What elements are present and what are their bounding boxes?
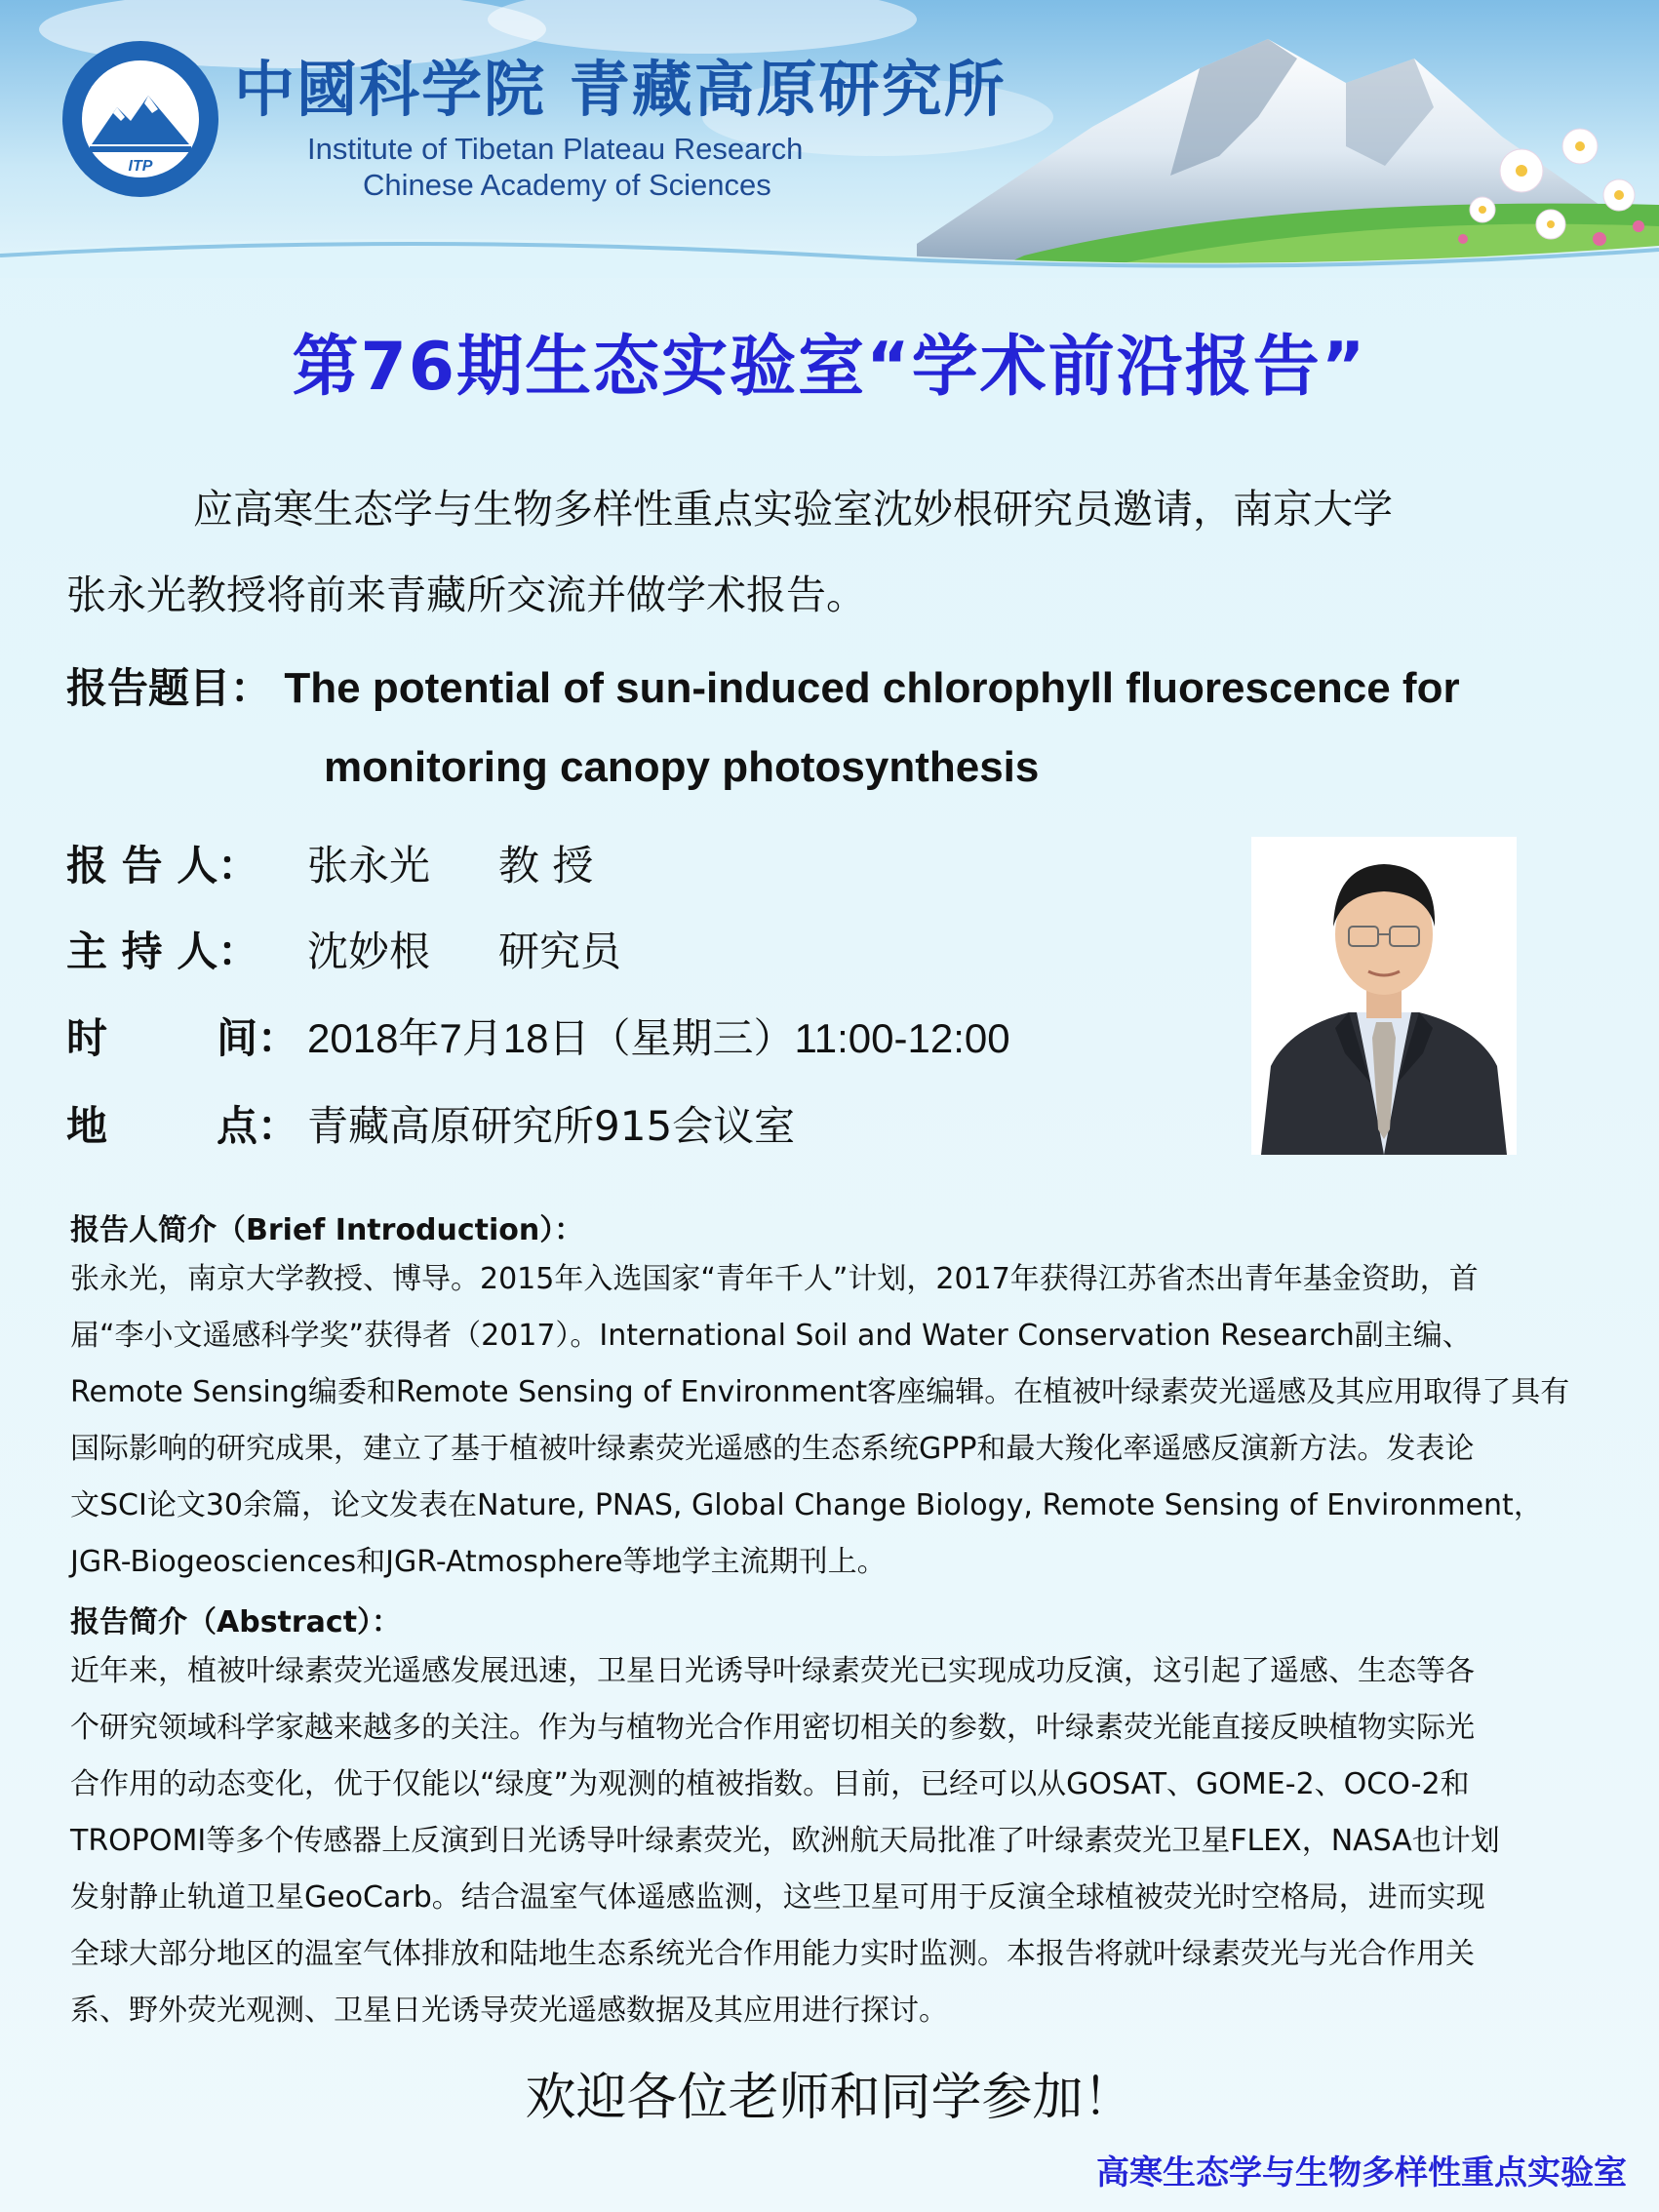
bio-line: 文SCI论文30余篇，论文发表在Nature, PNAS, Global Change Biology, Remote Sensing of Environment， bbox=[70, 1488, 1543, 1522]
host-name: 沈妙根 bbox=[307, 928, 431, 975]
speaker-name: 张永光 bbox=[307, 842, 431, 889]
bio-heading: 报告人简介（Brief Introduction）： bbox=[70, 1213, 584, 1247]
speaker-label: 报 告 人： bbox=[66, 842, 259, 889]
bio-line: 届“李小文遥感科学奖”获得者（2017）。International Soil and Water Conservation Research副主编、 bbox=[70, 1319, 1472, 1353]
time-value: 2018年7月18日（星期三）11:00-12:00 bbox=[307, 1015, 1010, 1061]
time-row bbox=[66, 1007, 1010, 1065]
place-label-a: 地 bbox=[66, 1102, 108, 1150]
abstract-paragraph bbox=[70, 1643, 1611, 2039]
place-label-b: 点： bbox=[217, 1102, 299, 1150]
header-banner bbox=[0, 0, 1659, 278]
academy-name-en: Chinese Academy of Sciences bbox=[363, 168, 771, 202]
host-label: 主 持 人： bbox=[66, 928, 259, 975]
speaker-row bbox=[66, 834, 593, 892]
topic-line-1: The potential of sun-induced chlorophyll fluorescence for bbox=[284, 664, 1460, 712]
abstract-line: 系、野外荧光观测、卫星日光诱导荧光遥感数据及其应用进行探讨。 bbox=[70, 1994, 948, 2028]
abstract-line: TROPOMI等多个传感器上反演到日光诱导叶绿素荧光，欧洲航天局批准了叶绿素荧光卫星FLEX，NASA也计划 bbox=[70, 1824, 1500, 1858]
bio-line: 国际影响的研究成果，建立了基于植被叶绿素荧光遥感的生态系统GPP和最大羧化率遥感反演新方法。发表论 bbox=[70, 1432, 1475, 1466]
speaker-photo bbox=[1251, 837, 1517, 1155]
welcome-message: 欢迎各位老师和同学参加！ bbox=[525, 2069, 1134, 2127]
abstract-line: 全球大部分地区的温室气体排放和陆地生态系统光合作用能力实时监测。本报告将就叶绿素荧光与光合作用关 bbox=[70, 1937, 1475, 1971]
time-label-b: 间： bbox=[217, 1014, 299, 1062]
organizer-lab-name: 高寒生态学与生物多样性重点实验室 bbox=[1096, 2153, 1627, 2192]
topic-row bbox=[66, 656, 1460, 715]
institute-name-cn: 中國科学院 青藏高原研究所 bbox=[234, 54, 1007, 125]
bio-paragraph bbox=[70, 1251, 1611, 1591]
abstract-line: 合作用的动态变化，优于仅能以“绿度”为观测的植被指数。目前，已经可以从GOSAT、GOME-2、OCO-2和 bbox=[70, 1767, 1470, 1801]
bio-line: 张永光，南京大学教授、博导。2015年入选国家“青年千人”计划，2017年获得江苏省杰出青年基金资助，首 bbox=[70, 1262, 1479, 1296]
itp-logo bbox=[60, 39, 221, 200]
institute-name-en: Institute of Tibetan Plateau Research bbox=[307, 132, 804, 166]
svg-text:ITP: ITP bbox=[128, 158, 153, 175]
invitation-line-1: 应高寒生态学与生物多样性重点实验室沈妙根研究员邀请，南京大学 bbox=[193, 486, 1393, 533]
bio-line: JGR-Biogeosciences和JGR-Atmosphere等地学主流期刊上。 bbox=[70, 1545, 887, 1579]
bio-line: Remote Sensing编委和Remote Sensing of Environment客座编辑。在植被叶绿素荧光遥感及其应用取得了具有 bbox=[70, 1375, 1570, 1409]
report-title: 第76期生态实验室“学术前沿报告” bbox=[292, 329, 1367, 406]
topic-label: 报告题目： bbox=[66, 664, 272, 712]
abstract-heading: 报告简介（Abstract）： bbox=[70, 1605, 402, 1639]
speaker-title: 教 授 bbox=[498, 842, 594, 889]
time-label-a: 时 bbox=[66, 1014, 108, 1062]
host-title: 研究员 bbox=[498, 928, 622, 975]
place-value: 青藏高原研究所915会议室 bbox=[307, 1102, 796, 1150]
invitation-paragraph bbox=[66, 466, 1607, 638]
topic-row-2 bbox=[324, 743, 1039, 792]
invitation-line-2: 张永光教授将前来青藏所交流并做学术报告。 bbox=[66, 572, 866, 618]
place-row bbox=[66, 1094, 795, 1153]
host-row bbox=[66, 920, 621, 978]
abstract-line: 发射静止轨道卫星GeoCarb。结合温室气体遥感监测，这些卫星可用于反演全球植被荧光时空格局，进而实现 bbox=[70, 1880, 1485, 1915]
abstract-line: 近年来，植被叶绿素荧光遥感发展迅速，卫星日光诱导叶绿素荧光已实现成功反演，这引起了遥感、生态等各 bbox=[70, 1654, 1475, 1688]
abstract-line: 个研究领域科学家越来越多的关注。作为与植物光合作用密切相关的参数，叶绿素荧光能直接反映植物实际光 bbox=[70, 1711, 1475, 1745]
topic-line-2: monitoring canopy photosynthesis bbox=[324, 743, 1040, 791]
